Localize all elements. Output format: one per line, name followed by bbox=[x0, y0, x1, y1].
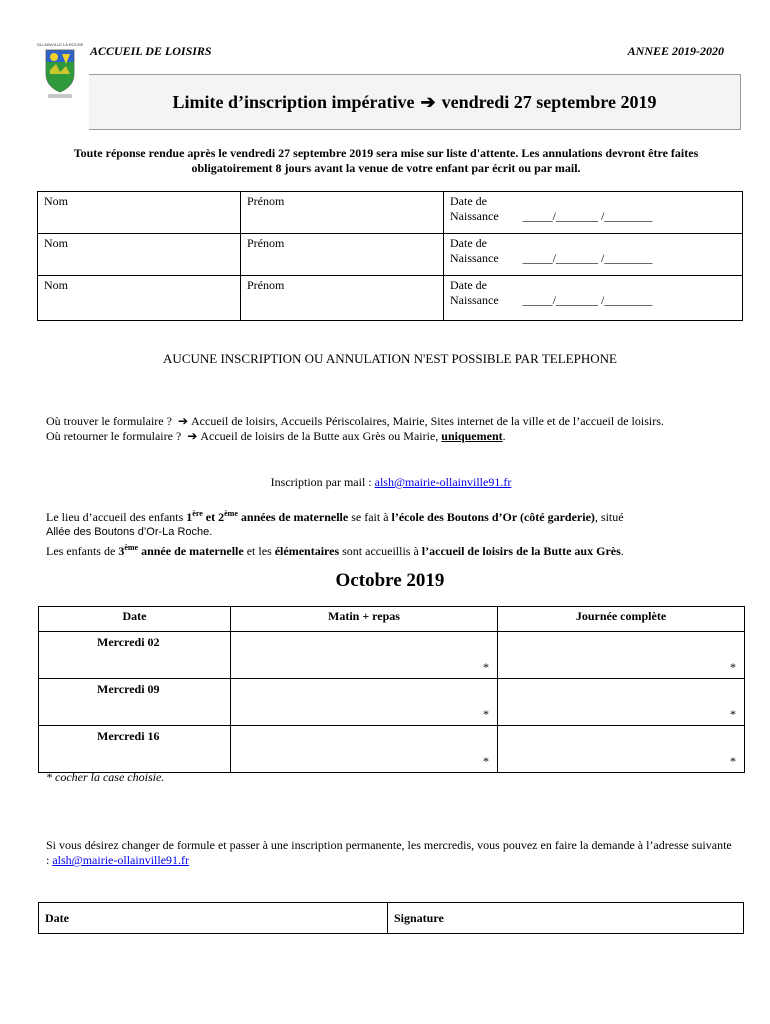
no-phone-notice: AUCUNE INSCRIPTION OU ANNULATION N'EST POSSIBLE PAR TELEPHONE bbox=[163, 351, 617, 366]
check-marker: * bbox=[730, 707, 736, 721]
nom-field[interactable]: Nom bbox=[38, 276, 241, 321]
morning-checkbox-cell[interactable] bbox=[231, 679, 498, 726]
grade-suffix: ère bbox=[192, 509, 203, 518]
dob-label-line1: Date de bbox=[450, 194, 487, 208]
location-text: Les enfants de bbox=[46, 544, 116, 558]
grade-suffix: ème bbox=[224, 509, 238, 518]
school-name: l’école des Boutons d’Or (côté garderie) bbox=[391, 510, 595, 524]
column-header-full-day: Journée complète bbox=[498, 607, 745, 632]
grade-label: années de maternelle bbox=[240, 510, 349, 524]
dob-label-line2: Naissance bbox=[450, 293, 499, 307]
logo-text: OLLAINVILLE LA ROCHE bbox=[36, 42, 84, 47]
deadline-date: vendredi 27 septembre 2019 bbox=[441, 91, 657, 112]
month-title: Octobre 2019 bbox=[335, 570, 445, 591]
arrow-right-icon: ➔ bbox=[420, 91, 436, 112]
location-text: se fait à bbox=[351, 510, 389, 524]
school-address: Allée des Boutons d’Or-La Roche. bbox=[46, 526, 213, 538]
nom-field[interactable]: Nom bbox=[38, 234, 241, 276]
form-location-info bbox=[46, 414, 736, 444]
grade-label: année de maternelle bbox=[141, 544, 244, 558]
permanent-registration-info bbox=[46, 838, 736, 868]
child-row bbox=[38, 192, 743, 234]
dob-blank: _____/_______ /________ bbox=[522, 251, 653, 265]
arrow-right-icon: ➔ bbox=[184, 429, 201, 443]
coat-of-arms-icon bbox=[36, 40, 84, 102]
morning-checkbox-cell[interactable] bbox=[231, 726, 498, 773]
prenom-field[interactable]: Prénom bbox=[241, 276, 444, 321]
permanent-email-link[interactable]: alsh@mairie-ollainville91.fr bbox=[52, 853, 190, 867]
full-day-checkbox-cell[interactable] bbox=[498, 679, 745, 726]
location-text: et bbox=[205, 510, 216, 524]
location-text: , situé bbox=[594, 510, 624, 524]
where-return-emphasis: uniquement bbox=[441, 429, 503, 443]
where-return-question: Où retourner le formulaire ? bbox=[46, 429, 182, 443]
child-row bbox=[38, 234, 743, 276]
schedule-date: Mercredi 02 bbox=[39, 632, 231, 679]
column-header-date: Date bbox=[39, 607, 231, 632]
dob-field[interactable] bbox=[444, 192, 743, 234]
where-find-answer: Accueil de loisirs, Accueils Périscolaires, Mairie, Sites internet de la ville et de l’accueil de loisirs. bbox=[191, 414, 664, 428]
full-day-checkbox-cell[interactable] bbox=[498, 726, 745, 773]
grade-label: élémentaires bbox=[274, 544, 340, 558]
location-text: Le lieu d’accueil des enfants bbox=[46, 510, 184, 524]
dob-label-line1: Date de bbox=[450, 278, 487, 292]
schedule-date: Mercredi 09 bbox=[39, 679, 231, 726]
signature-field[interactable]: Signature bbox=[388, 903, 744, 934]
dob-blank: _____/_______ /________ bbox=[522, 209, 653, 223]
dob-label-line1: Date de bbox=[450, 236, 487, 250]
nom-field[interactable]: Nom bbox=[38, 192, 241, 234]
elementary-location-line bbox=[46, 540, 736, 559]
check-marker: * bbox=[483, 707, 489, 721]
permanent-text: Si vous désirez changer de formule et passer à une inscription permanente, les mercredis, vous pouvez en faire la demande à l’adresse suivante : bbox=[46, 838, 732, 867]
dob-field[interactable] bbox=[444, 234, 743, 276]
where-find-line bbox=[46, 414, 736, 429]
grade-number: 1 bbox=[186, 510, 193, 524]
check-marker: * bbox=[730, 660, 736, 674]
prenom-field[interactable]: Prénom bbox=[241, 192, 444, 234]
signature-table bbox=[38, 902, 744, 934]
dob-blank: _____/_______ /________ bbox=[522, 293, 653, 307]
footnote: * cocher la case choisie. bbox=[46, 770, 165, 784]
morning-checkbox-cell[interactable] bbox=[231, 632, 498, 679]
check-marker: * bbox=[483, 754, 489, 768]
signature-row bbox=[39, 903, 744, 934]
column-header-morning: Matin + repas bbox=[231, 607, 498, 632]
where-find-question: Où trouver le formulaire ? bbox=[46, 414, 172, 428]
dob-label-line2: Naissance bbox=[450, 251, 499, 265]
deadline-label: Limite d’inscription impérative bbox=[172, 91, 415, 112]
dob-field[interactable] bbox=[444, 276, 743, 321]
deadline-banner bbox=[89, 74, 741, 130]
header-service-title: ACCUEIL DE LOISIRS bbox=[90, 44, 212, 58]
grade-number: 3 bbox=[118, 544, 125, 558]
schedule-row bbox=[39, 679, 745, 726]
arrow-right-icon: ➔ bbox=[174, 414, 192, 428]
dob-label-line2: Naissance bbox=[450, 209, 499, 223]
schedule-header-row bbox=[39, 607, 745, 632]
check-marker: * bbox=[730, 754, 736, 768]
schedule-table bbox=[38, 606, 745, 773]
schedule-row bbox=[39, 726, 745, 773]
location-text: . bbox=[620, 544, 624, 558]
where-return-end: . bbox=[502, 429, 506, 443]
registration-email-link[interactable]: alsh@mairie-ollainville91.fr bbox=[374, 475, 512, 489]
child-row bbox=[38, 276, 743, 321]
date-field[interactable]: Date bbox=[39, 903, 388, 934]
mail-registration-line bbox=[46, 475, 736, 490]
schedule-row bbox=[39, 632, 745, 679]
where-return-answer: Accueil de loisirs de la Butte aux Grès ou Mairie, bbox=[200, 429, 439, 443]
location-text: et les bbox=[246, 544, 272, 558]
where-return-line bbox=[46, 429, 736, 444]
full-day-checkbox-cell[interactable] bbox=[498, 632, 745, 679]
location-info bbox=[46, 506, 736, 559]
maternelle-location-line bbox=[46, 506, 736, 525]
check-marker: * bbox=[483, 660, 489, 674]
town-logo bbox=[36, 40, 84, 102]
grade-number: 2 bbox=[218, 510, 225, 524]
location-text: sont accueillis à bbox=[342, 544, 419, 558]
prenom-field[interactable]: Prénom bbox=[241, 234, 444, 276]
children-table bbox=[37, 191, 743, 321]
header-school-year: ANNEE 2019-2020 bbox=[627, 44, 724, 58]
schedule-date: Mercredi 16 bbox=[39, 726, 231, 773]
grade-suffix: ème bbox=[124, 543, 139, 552]
center-name: l’accueil de loisirs de la Butte aux Grès bbox=[421, 544, 621, 558]
mail-label: Inscription par mail : bbox=[270, 475, 372, 489]
late-response-notice: Toute réponse rendue après le vendredi 27 septembre 2019 sera mise sur liste d'attente. Les annulations devront être faites obligatoirement 8 jours avant la venue de votre enfant par écrit ou par mail. bbox=[73, 146, 699, 175]
